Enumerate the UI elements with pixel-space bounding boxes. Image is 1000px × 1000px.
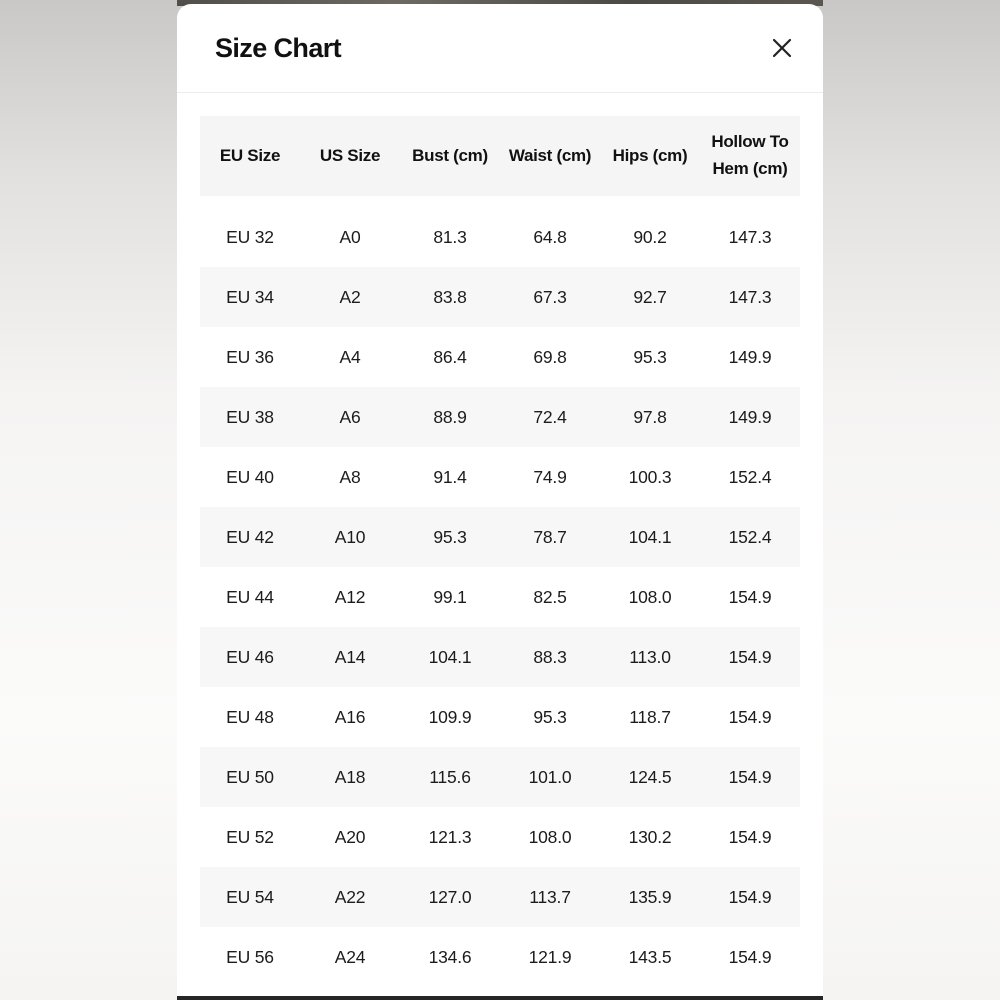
- table-cell: 147.3: [728, 226, 772, 247]
- table-cell: EU 54: [226, 886, 274, 907]
- table-cell: 127.0: [428, 886, 472, 907]
- table-cell: 149.9: [728, 346, 772, 367]
- modal-title: Size Chart: [215, 32, 342, 63]
- table-cell: 130.2: [628, 826, 672, 847]
- column-header: EU Size: [219, 145, 281, 165]
- table-cell: 121.3: [428, 826, 472, 847]
- table-cell: 88.9: [433, 406, 467, 427]
- table-cell: A16: [334, 706, 366, 727]
- table-cell: EU 32: [226, 226, 274, 247]
- table-cell: 152.4: [728, 526, 772, 547]
- table-cell: EU 56: [226, 946, 274, 967]
- table-cell: 78.7: [533, 526, 567, 547]
- table-cell: 83.8: [433, 286, 467, 307]
- table-cell: A4: [339, 346, 361, 367]
- table-cell: 109.9: [428, 706, 472, 727]
- table-cell: 147.3: [728, 286, 772, 307]
- table-cell: 88.3: [533, 646, 567, 667]
- table-row: [200, 807, 800, 867]
- table-cell: 154.9: [728, 766, 772, 787]
- table-body: [200, 207, 800, 987]
- size-chart-modal: [177, 4, 823, 996]
- table-cell: 97.8: [633, 406, 667, 427]
- table-cell: EU 34: [226, 286, 274, 307]
- table-cell: 113.7: [529, 886, 571, 907]
- table-cell: 149.9: [728, 406, 772, 427]
- table-cell: 154.9: [728, 886, 772, 907]
- table-row: [200, 927, 800, 987]
- table-cell: 82.5: [533, 586, 567, 607]
- table-row: [200, 207, 800, 267]
- table-cell: 134.6: [428, 946, 472, 967]
- table-row: [200, 567, 800, 627]
- column-header: Hollow To Hem (cm): [711, 132, 789, 178]
- table-cell: EU 44: [226, 586, 274, 607]
- table-cell: 154.9: [728, 646, 772, 667]
- table-cell: EU 46: [226, 646, 274, 667]
- table-cell: A24: [334, 946, 366, 967]
- table-cell: 143.5: [628, 946, 672, 967]
- table-cell: A0: [339, 226, 361, 247]
- table-cell: 135.9: [628, 886, 672, 907]
- table-cell: 64.8: [533, 226, 567, 247]
- table-cell: 108.0: [528, 826, 572, 847]
- table-cell: 86.4: [433, 346, 467, 367]
- table-cell: 100.3: [628, 466, 672, 487]
- table-row: [200, 627, 800, 687]
- table-cell: 90.2: [633, 226, 667, 247]
- table-cell: 108.0: [628, 586, 672, 607]
- table-cell: 113.0: [629, 646, 671, 667]
- table-cell: 154.9: [728, 946, 772, 967]
- table-cell: A10: [334, 526, 366, 547]
- table-cell: A22: [334, 886, 366, 907]
- table-row: [200, 507, 800, 567]
- table-cell: 152.4: [728, 466, 772, 487]
- table-cell: 92.7: [633, 286, 667, 307]
- column-header: Waist (cm): [508, 145, 592, 165]
- table-cell: 95.3: [433, 526, 467, 547]
- column-header: Hips (cm): [612, 145, 688, 165]
- table-cell: 72.4: [533, 406, 567, 427]
- modal-header: [177, 4, 823, 93]
- table-cell: A8: [339, 466, 361, 487]
- table-cell: A12: [334, 586, 366, 607]
- table-cell: EU 40: [226, 466, 274, 487]
- table-row: [200, 327, 800, 387]
- table-header-row: [200, 116, 800, 196]
- table-cell: 95.3: [633, 346, 667, 367]
- x-close-icon: [767, 33, 797, 63]
- table-row: [200, 387, 800, 447]
- table-row: [200, 747, 800, 807]
- table-cell: 99.1: [433, 586, 467, 607]
- table-row: [200, 867, 800, 927]
- table-cell: A14: [334, 646, 366, 667]
- table-cell: 154.9: [728, 586, 772, 607]
- table-cell: 104.1: [428, 646, 472, 667]
- table-cell: 104.1: [628, 526, 672, 547]
- table-row: [200, 267, 800, 327]
- table-cell: 154.9: [728, 826, 772, 847]
- table-cell: EU 48: [226, 706, 274, 727]
- table-cell: A2: [339, 286, 361, 307]
- table-cell: 91.4: [433, 466, 467, 487]
- table-cell: 74.9: [533, 466, 567, 487]
- table-cell: 67.3: [533, 286, 567, 307]
- table-cell: 69.8: [533, 346, 567, 367]
- table-header-gap: [200, 196, 800, 207]
- table-cell: 101.0: [528, 766, 572, 787]
- table-cell: EU 50: [226, 766, 274, 787]
- table-cell: 154.9: [728, 706, 772, 727]
- table-cell: A20: [334, 826, 366, 847]
- table-cell: EU 38: [226, 406, 274, 427]
- table-cell: 95.3: [533, 706, 567, 727]
- table-cell: A6: [339, 406, 361, 427]
- table-row: [200, 447, 800, 507]
- table-cell: 115.6: [429, 766, 471, 787]
- table-cell: 81.3: [433, 226, 467, 247]
- column-header: Bust (cm): [412, 145, 488, 165]
- table-cell: 121.9: [528, 946, 572, 967]
- table-cell: 118.7: [629, 706, 671, 727]
- table-cell: 124.5: [628, 766, 672, 787]
- table-cell: A18: [334, 766, 366, 787]
- size-table: [200, 116, 800, 987]
- close-button[interactable]: [763, 29, 801, 67]
- table-cell: EU 36: [226, 346, 274, 367]
- column-header: US Size: [319, 145, 381, 165]
- table-cell: EU 52: [226, 826, 274, 847]
- table-cell: EU 42: [226, 526, 274, 547]
- table-row: [200, 687, 800, 747]
